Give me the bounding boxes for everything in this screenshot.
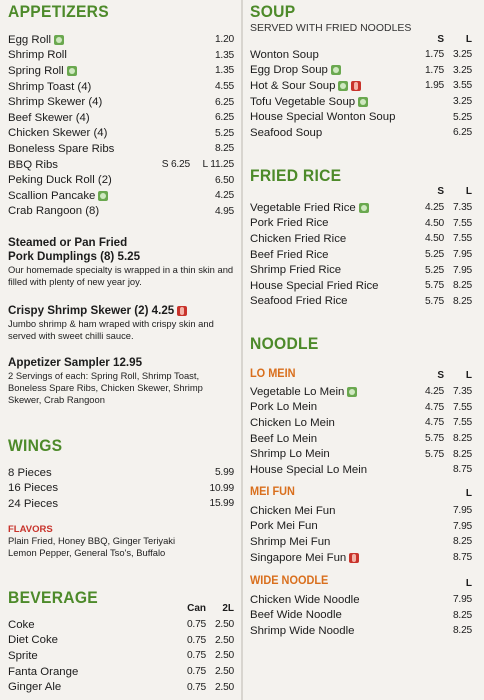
- menu-item-row: [250, 200, 472, 216]
- item-name-text: Pork Fried Rice: [250, 217, 329, 230]
- appetizers-list: [8, 32, 234, 219]
- menu-item-name: [250, 249, 410, 261]
- menu-item-row: [8, 32, 234, 48]
- item-price-p2: 7.35: [452, 386, 472, 398]
- menu-item-row: [8, 94, 234, 110]
- item-price-price: 1.35: [214, 49, 234, 61]
- item-name-text: Peking Duck Roll (2): [8, 174, 112, 187]
- item-name-text: Egg Drop Soup: [250, 64, 328, 77]
- item-price-p2: 7.55: [452, 417, 472, 429]
- menu-item-row: [8, 79, 234, 95]
- menu-item-row: [250, 550, 472, 566]
- appetizer-sampler: [8, 356, 234, 407]
- dumplings-description: Our homemade specialty is wrapped in a thin skin and filled with plenty of new year joy.: [8, 264, 234, 288]
- item-name-text: Wonton Soup: [250, 48, 319, 61]
- item-price-p2: 8.25: [452, 448, 472, 460]
- sampler-description: 2 Servings of each: Spring Roll, Shrimp Toast, Boneless Spare Ribs, Chicken Skewer, Shrimp Skewer, Crab Rangoon: [8, 370, 203, 406]
- lo-mein-col-s: S: [437, 370, 444, 381]
- menu-item-row: [250, 446, 472, 462]
- item-price-p2: 2.50: [214, 681, 234, 693]
- item-name-text: Ginger Ale: [8, 681, 62, 694]
- item-price-p1: 1.95: [424, 80, 444, 92]
- item-price-p2: 8.25: [452, 295, 472, 307]
- item-name-text: Hot & Sour Soup: [250, 79, 336, 92]
- item-name-text: House Special Wonton Soup: [250, 111, 396, 124]
- menu-item-name: [8, 112, 152, 124]
- menu-item-name: [8, 34, 152, 46]
- item-price-p1: 0.75: [186, 634, 206, 646]
- item-price-p1: 4.75: [424, 401, 444, 413]
- menu-item-name: [8, 205, 152, 217]
- menu-item-name: [8, 174, 152, 186]
- item-name-text: Egg Roll: [8, 33, 52, 46]
- soup-header: [250, 34, 472, 46]
- menu-item-name: [8, 143, 152, 155]
- item-price-price: 1.20: [214, 34, 234, 46]
- menu-item-row: [8, 465, 234, 481]
- menu-item-name: [8, 619, 172, 631]
- menu-item-name: [250, 64, 410, 76]
- menu-item-name: [8, 65, 152, 77]
- item-price-p2: 6.25: [452, 127, 472, 139]
- fried-rice-col-s: S: [437, 186, 444, 197]
- item-name-text: Shrimp Fried Rice: [250, 264, 342, 277]
- mei-fun-list: [250, 503, 472, 565]
- menu-item-row: [250, 415, 472, 431]
- item-price-p1: 0.75: [186, 650, 206, 662]
- menu-item-row: [8, 679, 234, 695]
- item-price-p2: 7.95: [452, 505, 472, 517]
- item-price-price: 15.99: [209, 498, 234, 510]
- item-name-text: Spring Roll: [8, 64, 64, 77]
- menu-item-name: [250, 295, 410, 307]
- menu-item-row: [8, 126, 234, 142]
- vegetarian-icon: [98, 191, 108, 201]
- item-price-p2: 3.25: [452, 64, 472, 76]
- item-price-p2: 7.55: [452, 217, 472, 229]
- item-price-price: 4.25: [214, 190, 234, 202]
- item-price-p2: 8.75: [452, 464, 472, 476]
- item-price-p2: 2.50: [214, 650, 234, 662]
- menu-item-name: [250, 111, 410, 123]
- menu-item-name: [250, 96, 410, 108]
- menu-item-name: [250, 536, 444, 548]
- menu-item-name: [250, 280, 410, 292]
- menu-item-name: [250, 127, 410, 139]
- soup-title: SOUP: [250, 2, 296, 21]
- menu-item-name: [250, 609, 444, 621]
- noodle-title: NOODLE: [250, 334, 319, 353]
- item-price-p2: 7.95: [452, 264, 472, 276]
- item-price-p2: 7.95: [452, 249, 472, 261]
- item-name-text: Coke: [8, 618, 35, 631]
- column-divider: [241, 0, 243, 700]
- item-price-p2: 7.55: [452, 401, 472, 413]
- menu-item-row: [8, 188, 234, 204]
- menu-item-row: [250, 623, 472, 639]
- item-name-text: BBQ Ribs: [8, 158, 59, 171]
- item-price-p2: 5.25: [452, 111, 472, 123]
- vegetarian-icon: [359, 203, 369, 213]
- item-price-price: 5.99: [214, 467, 234, 479]
- soup-col-s: S: [437, 34, 444, 45]
- dumplings-title-1: Steamed or Pan Fried: [8, 236, 128, 249]
- menu-item-name: [250, 202, 410, 214]
- menu-item-name: [250, 386, 410, 398]
- menu-item-row: [8, 648, 234, 664]
- beverage-header: [8, 603, 234, 615]
- item-name-text: House Special Lo Mein: [250, 463, 368, 476]
- menu-item-row: [8, 63, 234, 79]
- item-name-text: Chicken Wide Noodle: [250, 593, 360, 606]
- item-name-text: Scallion Pancake: [8, 189, 96, 202]
- item-name-text: Chicken Skewer (4): [8, 127, 108, 140]
- wide-noodle-col-l: L: [465, 578, 472, 589]
- beverage-list: [8, 617, 234, 695]
- item-price-price: 1.35: [214, 65, 234, 77]
- item-price-price: 10.99: [209, 482, 234, 494]
- fried-rice-title: FRIED RICE: [250, 166, 342, 185]
- item-price-p2: 7.95: [452, 594, 472, 606]
- item-name-text: Shrimp Wide Noodle: [250, 624, 355, 637]
- menu-item-name: [8, 681, 172, 693]
- wide-noodle-label: WIDE NOODLE: [250, 575, 329, 587]
- item-price-price: 6.50: [214, 174, 234, 186]
- item-price-p2: 8.25: [452, 609, 472, 621]
- lo-mein-col-l: L: [465, 370, 472, 381]
- item-name-text: Chicken Fried Rice: [250, 232, 347, 245]
- menu-item-name: [8, 127, 152, 139]
- fried-rice-col-l: L: [465, 186, 472, 197]
- item-price-p1: 5.25: [424, 264, 444, 276]
- item-price-price: 4.95: [214, 205, 234, 217]
- menu-item-name: [250, 217, 410, 229]
- flavors-list: Plain Fried, Honey BBQ, Ginger Teriyaki Lemon Pepper, General Tso's, Buffalo: [8, 535, 176, 559]
- menu-item-name: [250, 625, 444, 637]
- wide-noodle-header: [250, 578, 472, 590]
- lo-mein-label: LO MEIN: [250, 368, 296, 380]
- item-price-p1: 0.75: [186, 681, 206, 693]
- menu-item-name: [8, 666, 172, 678]
- menu-item-row: [250, 294, 472, 310]
- menu-item-row: [8, 157, 234, 173]
- item-price-p2: 8.75: [452, 552, 472, 564]
- mei-fun-col-l: L: [465, 488, 472, 499]
- item-name-text: Beef Fried Rice: [250, 248, 329, 261]
- vegetarian-icon: [358, 97, 368, 107]
- dumplings-title-2: Pork Dumplings (8) 5.25: [8, 250, 141, 263]
- fried-rice-list: [250, 200, 472, 309]
- menu-item-name: [250, 417, 410, 429]
- menu-item-row: [250, 592, 472, 608]
- menu-item-row: [8, 141, 234, 157]
- menu-item-name: [8, 498, 194, 510]
- item-name-text: Fanta Orange: [8, 665, 79, 678]
- menu-item-row: [250, 431, 472, 447]
- item-price-p1: 5.75: [424, 295, 444, 307]
- menu-item-row: [250, 47, 472, 63]
- item-price-p2: 2.50: [214, 619, 234, 631]
- item-name-text: Beef Lo Mein: [250, 432, 318, 445]
- item-name-text: Chicken Lo Mein: [250, 416, 335, 429]
- item-price-price: 5.25: [214, 127, 234, 139]
- menu-item-row: [8, 481, 234, 497]
- item-price-p2: 3.55: [452, 80, 472, 92]
- item-price-p2: 3.25: [452, 49, 472, 61]
- item-name-text: Shrimp Lo Mein: [250, 448, 330, 461]
- soup-subtitle: SERVED WITH FRIED NOODLES: [250, 22, 412, 34]
- item-price-price: 6.25: [214, 96, 234, 108]
- menu-item-name: [250, 433, 410, 445]
- crispy-shrimp-title: Crispy Shrimp Skewer (2) 4.25: [8, 304, 175, 317]
- vegetarian-icon: [331, 65, 341, 75]
- item-name-text: 16 Pieces: [8, 482, 59, 495]
- wings-list: [8, 465, 234, 512]
- menu-item-name: [250, 464, 410, 476]
- item-price-p2: 7.55: [452, 233, 472, 245]
- item-name-text: Tofu Vegetable Soup: [250, 95, 356, 108]
- beverage-title: BEVERAGE: [8, 588, 98, 607]
- menu-item-name: [250, 49, 410, 61]
- vegetarian-icon: [338, 81, 348, 91]
- menu-item-name: [250, 448, 410, 460]
- item-price-p2: 8.25: [452, 280, 472, 292]
- item-price-p2: 2.50: [214, 666, 234, 678]
- item-price-price: L 11.25: [202, 159, 234, 171]
- menu-item-name: [8, 650, 172, 662]
- fried-rice-header: [250, 186, 472, 198]
- crispy-shrimp-description: Jumbo shrimp & ham wraped with crispy skin and served with sweet chilli sauce.: [8, 318, 214, 342]
- item-price-p1: 5.75: [424, 448, 444, 460]
- hot-icon: [177, 306, 187, 316]
- item-price-p1: 0.75: [186, 666, 206, 678]
- vegetarian-icon: [54, 35, 64, 45]
- menu-item-row: [8, 496, 234, 512]
- menu-item-row: [250, 262, 472, 278]
- menu-item-row: [250, 608, 472, 624]
- item-price-price: 6.25: [214, 112, 234, 124]
- menu-item-name: [250, 80, 410, 92]
- menu-item-name: [250, 552, 444, 564]
- mei-fun-label: MEI FUN: [250, 486, 295, 498]
- item-name-text: Vegetable Lo Mein: [250, 385, 345, 398]
- menu-item-row: [250, 94, 472, 110]
- menu-item-row: [250, 125, 472, 141]
- menu-item-name: [8, 159, 152, 171]
- vegetarian-icon: [347, 387, 357, 397]
- menu-item-name: [8, 49, 152, 61]
- item-name-text: Seafood Fried Rice: [250, 295, 348, 308]
- menu-item-row: [8, 172, 234, 188]
- item-price-p1: 4.25: [424, 202, 444, 214]
- item-price-p1: 1.75: [424, 64, 444, 76]
- item-name-text: Shrimp Skewer (4): [8, 96, 103, 109]
- menu-item-name: [250, 594, 444, 606]
- item-name-text: Pork Lo Mein: [250, 401, 318, 414]
- hot-spicy-icon: [351, 81, 361, 91]
- vegetarian-icon: [67, 66, 77, 76]
- mei-fun-header: [250, 488, 472, 500]
- item-name-text: Boneless Spare Ribs: [8, 142, 115, 155]
- menu-item-row: [250, 216, 472, 232]
- item-price-p2: 8.25: [452, 536, 472, 548]
- dumplings-special: [8, 236, 234, 288]
- menu-item-name: [250, 505, 444, 517]
- menu-item-name: [8, 190, 152, 202]
- menu-item-row: [8, 664, 234, 680]
- item-name-text: Shrimp Mei Fun: [250, 535, 331, 548]
- item-name-text: Vegetable Fried Rice: [250, 201, 356, 214]
- flavors-label: FLAVORS: [8, 524, 53, 535]
- menu-item-row: [250, 400, 472, 416]
- menu-item-row: [250, 519, 472, 535]
- menu-item-name: [250, 520, 444, 532]
- soup-list: [250, 47, 472, 141]
- item-price-p1: 5.25: [424, 249, 444, 261]
- item-name-text: Pork Mei Fun: [250, 520, 318, 533]
- item-price-p1: 5.75: [424, 433, 444, 445]
- item-price-p2: 2.50: [214, 634, 234, 646]
- item-name-text: Chicken Mei Fun: [250, 504, 336, 517]
- item-name-text: Seafood Soup: [250, 126, 323, 139]
- menu-item-row: [8, 48, 234, 64]
- menu-item-name: [250, 264, 410, 276]
- item-price-p1: 4.50: [424, 233, 444, 245]
- wide-noodle-list: [250, 592, 472, 639]
- menu-item-row: [8, 110, 234, 126]
- wings-title: WINGS: [8, 436, 63, 455]
- item-name-text: Shrimp Toast (4): [8, 80, 92, 93]
- menu-item-row: [250, 109, 472, 125]
- item-price-price_s: S 6.25: [161, 159, 190, 171]
- menu-item-row: [250, 462, 472, 478]
- menu-item-name: [8, 96, 152, 108]
- menu-item-row: [250, 231, 472, 247]
- menu-item-row: [8, 617, 234, 633]
- menu-item-row: [250, 278, 472, 294]
- menu-item-name: [8, 634, 172, 646]
- menu-item-row: [8, 633, 234, 649]
- menu-item-row: [250, 63, 472, 79]
- beverage-col-2l: 2L: [222, 603, 234, 614]
- item-price-p2: 7.95: [452, 520, 472, 532]
- item-name-text: Singapore Mei Fun: [250, 551, 347, 564]
- soup-col-l: L: [465, 34, 472, 45]
- item-name-text: Crab Rangoon (8): [8, 205, 100, 218]
- item-price-p2: 3.25: [452, 96, 472, 108]
- item-name-text: 24 Pieces: [8, 497, 59, 510]
- item-price-p1: 5.75: [424, 280, 444, 292]
- item-price-price: 8.25: [214, 143, 234, 155]
- item-name-text: Diet Coke: [8, 634, 59, 647]
- lo-mein-header: [250, 370, 472, 382]
- menu-item-name: [8, 482, 194, 494]
- item-price-price: 4.55: [214, 81, 234, 93]
- item-name-text: Beef Skewer (4): [8, 111, 90, 124]
- hot-spicy-icon: [349, 553, 359, 563]
- item-name-text: Sprite: [8, 649, 38, 662]
- menu-item-row: [250, 384, 472, 400]
- menu-item-name: [250, 233, 410, 245]
- item-price-p1: 0.75: [186, 619, 206, 631]
- menu-item-name: [8, 467, 194, 479]
- crispy-shrimp-special: [8, 304, 234, 342]
- menu-item-name: [8, 81, 152, 93]
- sampler-title: Appetizer Sampler 12.95: [8, 356, 143, 369]
- menu-item-row: [250, 534, 472, 550]
- menu-item-row: [8, 204, 234, 220]
- item-name-text: 8 Pieces: [8, 466, 52, 479]
- item-name-text: Beef Wide Noodle: [250, 609, 342, 622]
- item-name-text: House Special Fried Rice: [250, 279, 379, 292]
- item-price-p2: 8.25: [452, 433, 472, 445]
- item-name-text: Shrimp Roll: [8, 49, 67, 62]
- item-price-p2: 7.35: [452, 202, 472, 214]
- lo-mein-list: [250, 384, 472, 478]
- beverage-col-can: Can: [187, 603, 206, 614]
- menu-item-row: [250, 247, 472, 263]
- item-price-p1: 4.25: [424, 386, 444, 398]
- menu-item-row: [250, 503, 472, 519]
- item-price-p1: 4.75: [424, 417, 444, 429]
- wings-flavors: [8, 518, 234, 559]
- item-price-p2: 8.25: [452, 625, 472, 637]
- appetizers-title: APPETIZERS: [8, 2, 109, 21]
- menu-item-row: [250, 78, 472, 94]
- item-price-p1: 4.50: [424, 217, 444, 229]
- menu-item-name: [250, 401, 410, 413]
- item-price-p1: 1.75: [424, 49, 444, 61]
